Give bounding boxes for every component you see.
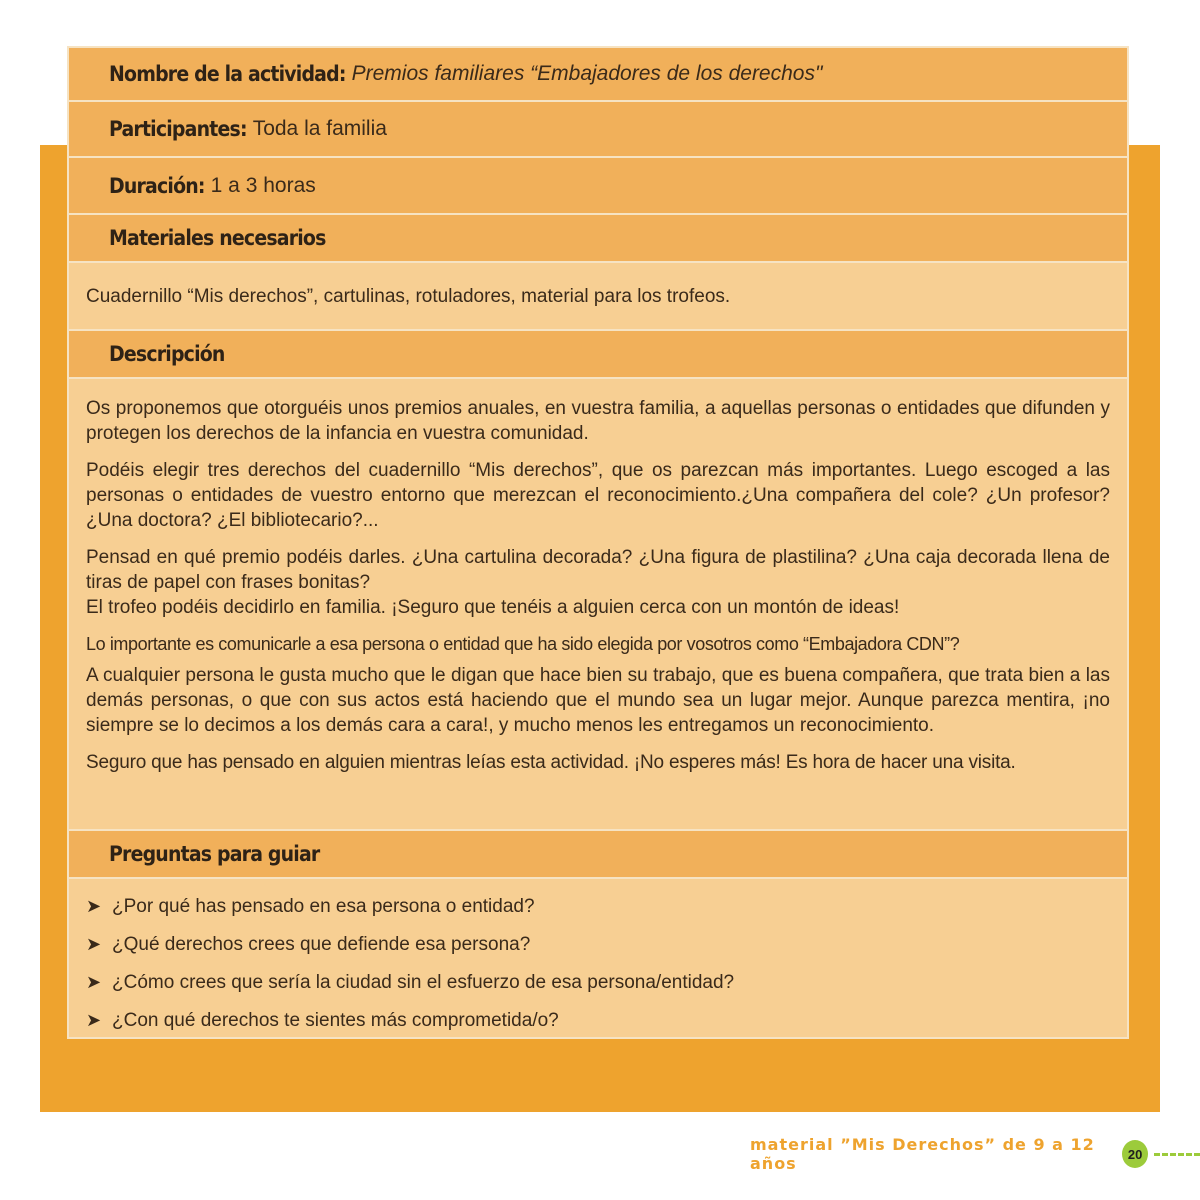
materials-heading-row [69, 215, 1127, 263]
description-paragraph: Os proponemos que otorguéis unos premios anuales, en vuestra familia, a aquellas personas o entidades que difunden y protegen los derechos de la infancia en vuestra comunidad. [86, 398, 1110, 444]
questions-body [69, 879, 1127, 1037]
activity-name-value: Premios familiares “Embajadores de los derechos" [351, 62, 823, 85]
question-item [86, 925, 1110, 963]
description-body [69, 379, 1127, 831]
activity-name-row [69, 48, 1127, 102]
duration-value: 1 a 3 horas [210, 173, 316, 197]
footer-title: material ”Mis Derechos” de 9 a 12 años [750, 1135, 1095, 1173]
duration-row [69, 158, 1127, 215]
arrow-icon: ➤ [86, 971, 102, 992]
description-paragraph: El trofeo podéis decidirlo en familia. ¡Seguro que tenéis a alguien cerca con un montón de ideas! [86, 597, 900, 618]
materials-body [69, 263, 1127, 331]
activity-card [67, 46, 1129, 1039]
participants-label: Participantes: [109, 117, 247, 141]
question-item [86, 963, 1110, 1001]
description-paragraph: Seguro que has pensado en alguien mientras leías esta actividad. ¡No esperes más! Es hora de hacer una visita. [86, 752, 1016, 773]
arrow-icon: ➤ [86, 933, 102, 954]
participants-value: Toda la familia [252, 117, 387, 140]
participants-row [69, 102, 1127, 158]
materials-heading: Materiales necesarios [109, 226, 326, 250]
page-number: 20 [1122, 1140, 1148, 1168]
page-footer [750, 1135, 1200, 1173]
questions-heading: Preguntas para guiar [109, 842, 320, 866]
arrow-icon: ➤ [86, 895, 102, 916]
description-paragraph: Lo importante es comunicarle a esa persona o entidad que ha sido elegida por vosotros como “Embajadora CDN”? [86, 634, 960, 654]
description-heading-row [69, 331, 1127, 379]
dashed-line [1154, 1153, 1200, 1156]
duration-label: Duración: [109, 173, 205, 198]
question-item [86, 1001, 1110, 1039]
question-text: ¿Por qué has pensado en esa persona o entidad? [112, 895, 535, 917]
materials-text: Cuadernillo “Mis derechos”, cartulinas, rotuladores, material para los trofeos. [86, 285, 731, 307]
arrow-icon: ➤ [86, 1009, 102, 1030]
description-heading: Descripción [109, 342, 225, 366]
description-paragraph: Pensad en qué premio podéis darles. ¿Una cartulina decorada? ¿Una figura de plastilina? ¿Una caja decorada llena de tiras de papel con frases bonitas? [86, 547, 1110, 593]
question-text: ¿Con qué derechos te sientes más comprometida/o? [112, 1009, 559, 1031]
description-paragraph: A cualquier persona le gusta mucho que le digan que hace bien su trabajo, que es buena compañera, que trata bien a las demás personas, o que con sus actos está haciendo que el mundo sea un lugar mejor. Aunque parezca mentira, ¡no siempre se lo decimos a los demás cara a cara!, y mucho menos les entregamos un reconocimiento. [86, 665, 1110, 736]
question-text: ¿Cómo crees que sería la ciudad sin el esfuerzo de esa persona/entidad? [112, 971, 735, 993]
activity-name-label: Nombre de la actividad: [109, 62, 346, 86]
question-item [86, 887, 1110, 925]
question-text: ¿Qué derechos crees que defiende esa persona? [112, 933, 531, 955]
questions-heading-row [69, 831, 1127, 879]
description-paragraph: Podéis elegir tres derechos del cuadernillo “Mis derechos”, que os parezcan más importantes. Luego escoged a las personas o entidades de vuestro entorno que merezcan el reconocimiento.¿Una compañera del cole? ¿Un profesor? ¿Una doctora? ¿El bibliotecario?... [86, 460, 1110, 531]
